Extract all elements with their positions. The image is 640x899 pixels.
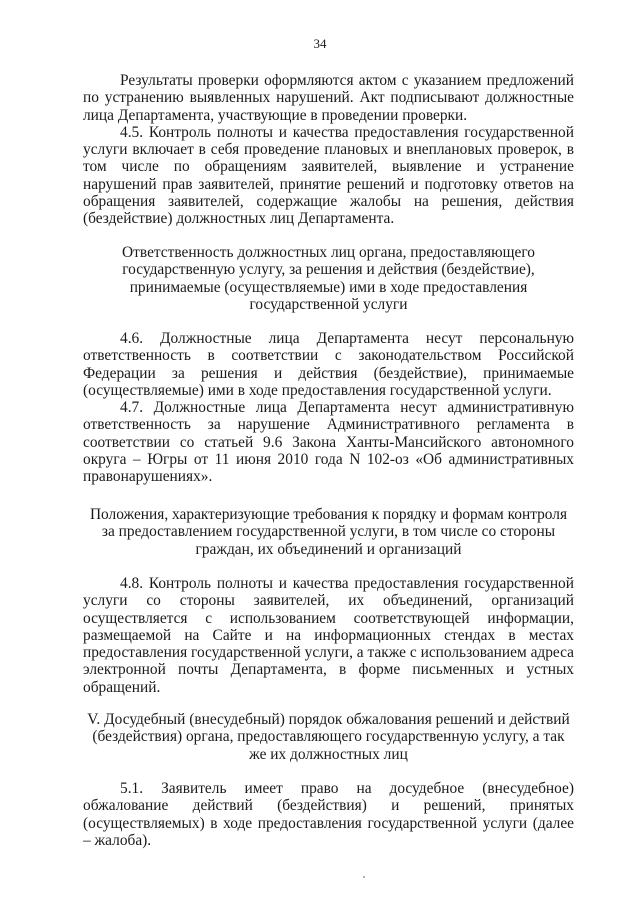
heading-control-provisions-block [83, 506, 574, 558]
heading-responsibility-block [83, 244, 574, 313]
heading-section-v-block [83, 711, 574, 763]
paragraph-4-6: 4.6. Должностные лица Департамента несут персональную ответственность в соответствии с законодательством Российской Федерации за решения и действия (бездействие), принимаемые (осуществляемые) ими в ходе предоставления государственной услуги. [83, 330, 574, 399]
page-number: 34 [313, 36, 327, 51]
paragraph-inspection-results: Результаты проверки оформляются актом с указанием предложений по устранению выявленных нарушений. Акт подписывают должностные лица Департамента, участвующие в проведении проверки. [83, 72, 574, 124]
paragraph-5-1: 5.1. Заявитель имеет право на досудебное (внесудебное) обжалование действий (бездействия) и решений, принятых (осуществляемых) в ходе предоставления государственной услуги (далее – жалоба). [83, 780, 574, 849]
paragraph-4-7: 4.7. Должностные лица Департамента несут административную ответственность за нарушение Административного регламента в соответствии со статьей 9.6 Закона Ханты-Мансийского автономного округа – Югры от 11 июня 2010 года N 102-оз «Об административных правонарушениях». [83, 399, 574, 486]
paragraph-4-5: 4.5. Контроль полноты и качества предоставления государственной услуги включает в себя проведение плановых и внеплановых проверок, в том числе по обращениям заявителей, выявление и устранение нарушений прав заявителей, принятие решений и подготовку ответов на обращения заявителей, содержащие жалобы на решения, действия (бездействие) должностных лиц Департамента. [83, 123, 574, 228]
heading-section-v: V. Досудебный (внесудебный) порядок обжалования решений и действий (бездействия) органа, предоставляющего государственную услугу, а так же их должностных лиц [87, 711, 570, 763]
responsibility-section [83, 330, 574, 486]
public-control-section [83, 575, 574, 696]
scan-speck [363, 876, 365, 878]
paragraph-4-8: 4.8. Контроль полноты и качества предоставления государственной услуги со стороны заявителей, их объединений, организаций осуществляется с использованием соответствующей информации, размещаемой на Сайте и на информационных стендах в местах предоставления государственной услуги, а также с использованием адреса электронной почты Департамента, в форме письменных и устных обращений. [83, 575, 574, 696]
heading-control-provisions: Положения, характеризующие требования к порядку и формам контроля за предоставлением государственной услуги, в том числе со стороны граждан, их объединений и организаций [89, 506, 568, 558]
appeal-section [83, 780, 574, 849]
control-results-section [83, 72, 574, 228]
heading-responsibility: Ответственность должностных лиц органа, предоставляющего государственную услугу, за решения и действия (бездействие), принимаемые (осуществляемые) ими в ходе предоставления государственной услуги [122, 244, 535, 313]
